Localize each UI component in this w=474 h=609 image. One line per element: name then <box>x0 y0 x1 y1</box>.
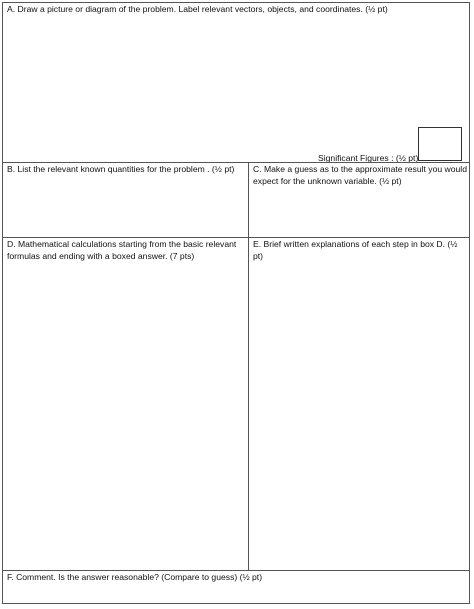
section-f-prompt: F. Comment. Is the answer reasonable? (Compare to guess) (½ pt) <box>7 572 263 582</box>
divider-a-bc <box>3 162 469 163</box>
divider-bc-de <box>3 237 469 238</box>
section-a-prompt: A. Draw a picture or diagram of the problem. Label relevant vectors, objects, and coordinates. (½ pt) <box>7 4 388 14</box>
section-d-prompt: D. Mathematical calculations starting from the basic relevant formulas and ending with a boxed answer. (7 pts) <box>7 239 237 261</box>
significant-figures-answer-box[interactable] <box>418 127 462 161</box>
section-c-prompt: C. Make a guess as to the approximate result you would expect for the unknown variable. (½ pt) <box>253 164 468 186</box>
section-e-prompt: E. Brief written explanations of each step in box D. (½ pt) <box>253 239 458 261</box>
worksheet-frame <box>2 2 470 604</box>
section-b-prompt: B. List the relevant known quantities for the problem . (½ pt) <box>7 164 235 174</box>
significant-figures-label: Significant Figures : (½ pt) <box>318 153 419 163</box>
divider-de-f <box>3 570 469 571</box>
divider-left-right <box>248 162 249 570</box>
